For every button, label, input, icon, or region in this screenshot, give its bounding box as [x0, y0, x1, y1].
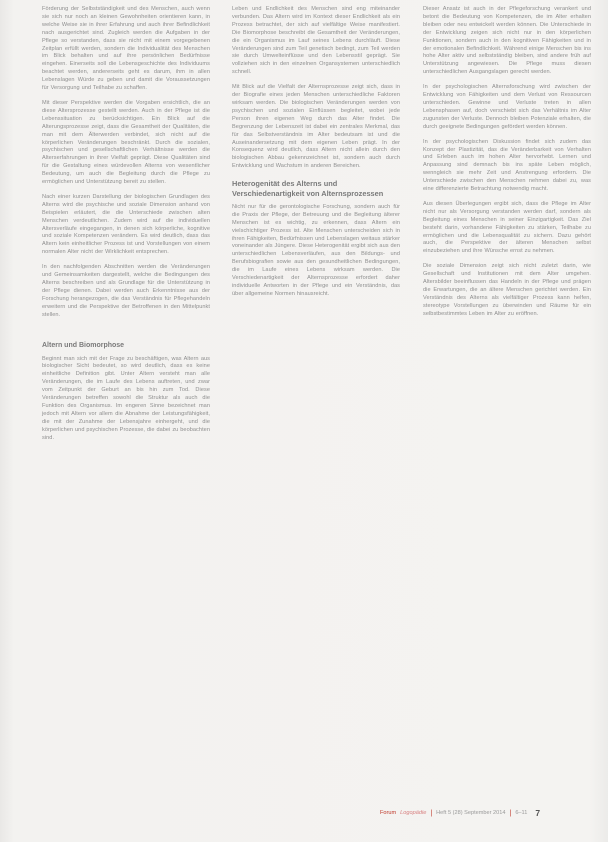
- body-paragraph: Dieser Ansatz ist auch in der Pflegeforschung verankert und betont die Bedeutung von Kompetenzen, die im Alter erhalten bleiben oder neu entwickelt werden können. Die Unterschiede in der Entwicklung zeigen sich nicht nur in den körperlichen Funktionen, sondern auch in den kognitiven Fähigkeiten und in der emotionalen Befindlichkeit. Während einige Menschen bis ins hohe Alter aktiv und selbstständig bleiben, sind andere früh auf Unterstützung angewiesen. Die Pflege muss diesen unterschiedlichen Ausgangslagen gerecht werden.: [423, 6, 591, 76]
- section-heading: Heterogenität des Alterns und Verschiedenartigkeit von Alternsprozessen: [232, 179, 384, 198]
- page-number: 7: [535, 808, 541, 818]
- body-paragraph: Mit Blick auf die Vielfalt der Alternsprozesse zeigt sich, dass in der Biografie eines jeden Menschen unterschiedliche Faktoren wirksam werden. Die biologischen Veränderungen werden von psychischen und sozialen Einflüssen begleitet, wobei jede Person ihren eigenen Weg durch das Alter findet. Die Begrenzung der Lebenszeit ist dabei ein zentrales Merkmal, das für das Selbstverständnis im Alter bedeutsam ist und die Auseinandersetzung mit dem eigenen Leben prägt. In der Konsequenz wird deutlich, dass Altern nicht allein durch den biologischen Abbau gekennzeichnet ist, sondern auch durch Entwicklung und Wachstum in anderen Bereichen.: [232, 84, 400, 170]
- body-paragraph: Förderung der Selbstständigkeit und des Menschen, auch wenn sie sich nur noch an kleinen Gewohnheiten orientieren kann, in welche Weise sie in ihrer Erfahrung und auch ihrer Befindlichkeit nach ausgerichtet sind. Zugleich werden die Aufgaben in der Pflege so verstanden, dass sie nicht mit einem vorgegebenen Zeitplan erfüllt werden, sondern die Individualität des Menschen im Blick behalten und auf ihre persönlichen Bedürfnisse eingehen. Einerseits soll die Lebensgeschichte des Individuums beachtet werden, andererseits geht es darum, ihm in allen Lebenslagen Würde zu geben und damit die Voraussetzungen für Versorgung und Teilhabe zu schaffen.: [42, 6, 210, 92]
- body-paragraph: Aus diesen Überlegungen ergibt sich, dass die Pflege im Alter nicht nur als Versorgung verstanden werden darf, sondern als Begleitung eines Menschen in seiner Einzigartigkeit. Das Ziel besteht darin, vorhandene Fähigkeiten zu stärken, Teilhabe zu ermöglichen und die Lebensqualität zu sichern. Dazu gehört auch, die Perspektive der älteren Menschen selbst einzubeziehen und ihre Wünsche ernst zu nehmen.: [423, 200, 591, 255]
- text-column-right: [423, 6, 591, 326]
- section-heading: Altern und Biomorphose: [42, 341, 125, 349]
- body-paragraph: Die soziale Dimension zeigt sich nicht zuletzt darin, wie Gesellschaft und Institutionen mit dem Alter umgehen. Altersbilder beeinflussen das Handeln in der Pflege und prägen die Erwartungen, die an ältere Menschen gerichtet werden. Ein Verständnis des Alterns als vielfältiger Prozess kann helfen, stereotype Vorstellungen zu überwinden und Räume für ein selbstbestimmtes Leben im Alter zu eröffnen.: [423, 263, 591, 317]
- journal-brand-logopaedie: Logopädie: [400, 810, 427, 816]
- body-paragraph: In den nachfolgenden Abschnitten werden die Veränderungen und Gemeinsamkeiten dargestellt, welche die Bedingungen des Alterns beschreiben und als Grundlage für die Unterstützung in der Pflege dienen. Dabei werden auch Erkenntnisse aus der Forschung herangezogen, die das Verständnis für Pflegehandeln erweitern und die Perspektive der Betroffenen in den Mittelpunkt stellen.: [42, 264, 210, 318]
- page-footer: [380, 806, 586, 820]
- body-paragraph: Mit dieser Perspektive werden die Vorgaben ersichtlich, die an diese Altersprozesse gestellt werden. Auch in der Pflege ist die Lebenssituation zu berücksichtigen. Ein Blick auf die Alterungsprozesse zeigt, dass die Gesamtheit der Qualitäten, die man mit dem Älterwerden verbindet, sich nicht auf die körperlichen Veränderungen beschränkt. Durch die sozialen, psychischen und gesellschaftlichen Verhältnisse werden die Alterserfahrungen in ihrer Vielfalt geprägt. Diese Qualitäten sind für die Gestaltung eines würdevollen Alterns von wesentlicher Bedeutung, um auch die Begleitung durch die Pflege zu ermöglichen und Unterstützung bereit zu stellen.: [42, 99, 210, 186]
- page-range: 6–11: [515, 810, 528, 816]
- section-gap: [42, 327, 210, 341]
- body-paragraph: Leben und Endlichkeit des Menschen sind eng miteinander verbunden. Das Altern wird im Kontext dieser Endlichkeit als ein Prozess betrachtet, der sich auf vielfältige Weise manifestiert. Die Biomorphose beschreibt die Gesamtheit der Veränderungen, die ein Organismus im Lauf seines Lebens durchläuft. Diese Veränderungen sind zum Teil genetisch bedingt, zum Teil werden sie durch Umwelteinflüsse und den Lebensstil geprägt. Sie vollziehen sich in den einzelnen Organsystemen unterschiedlich schnell.: [232, 6, 400, 76]
- body-paragraph: Nach einer kurzen Darstellung der biologischen Grundlagen des Alterns wird die psychische und soziale Dimension anhand von Beispielen erläutert, die die Unterschiede zwischen alten Menschen verdeutlichen. Zudem wird auf die individuellen Altersverläufe eingegangen, in denen sich körperliche, kognitive und soziale Kompetenzen verändern. Es wird deutlich, dass das Altern kein einheitlicher Prozess ist und Vorstellungen von einem normalen Alter nicht der Wirklichkeit entsprechen.: [42, 193, 210, 256]
- body-paragraph: Nicht nur für die gerontologische Forschung, sondern auch für die Praxis der Pflege, der Betreuung und die Begleitung älterer Menschen ist es wichtig, zu erkennen, dass Altern ein vielschichtiger Prozess ist. Alte Menschen unterscheiden sich in ihren Fähigkeiten, Bedürfnissen und Lebenslagen weitaus stärker voneinander als Jüngere. Diese Heterogenität ergibt sich aus den unterschiedlichen Lebensverläufen, aus den Bildungs- und Berufsbiografien sowie aus den gesundheitlichen Bedingungen, die im Laufe eines Lebens wirksam werden. Die Verschiedenartigkeit der Alternsprozesse erfordert daher individuelle Antworten in der Pflege und ein Verständnis, das über allgemeine Normen hinausreicht.: [232, 203, 400, 297]
- issue-info: Heft 5 (28) September 2014: [436, 810, 506, 816]
- text-column-left: [42, 6, 210, 450]
- journal-brand-forum: Forum: [380, 810, 397, 816]
- footer-separator: |: [430, 809, 433, 817]
- body-paragraph: Beginnt man sich mit der Frage zu beschäftigen, was Altern aus biologischer Sicht bedeutet, so wird deutlich, dass es keine einheitliche Definition gibt. Unter Altern versteht man alle Veränderungen, die im Laufe des Lebens auftreten, und zwar vom Zeitpunkt der Geburt an bis hin zum Tod. Diese Veränderungen betreffen sowohl die Struktur als auch die Funktion des Organismus. Im engeren Sinne bezeichnet man jedoch mit Altern vor allem die Abnahme der Leistungsfähigkeit, die mit der Zunahme der Lebensjahre einhergeht, und die körperlichen und psychischen Prozesse, die dabei zu beobachten sind.: [42, 355, 210, 441]
- footer-separator: |: [509, 809, 512, 817]
- body-paragraph: In der psychologischen Alternsforschung wird zwischen der Entwicklung von Fähigkeiten und dem Verlust von Ressourcen unterschieden. Gewinne und Verluste treten in allen Lebensphasen auf, doch verschiebt sich das Verhältnis im Alter zugunsten der Verluste. Dennoch bleiben Potenziale erhalten, die durch geeignete Bedingungen gefördert werden können.: [423, 84, 591, 130]
- text-column-middle: [232, 6, 400, 306]
- body-paragraph: In der psychologischen Diskussion findet sich zudem das Konzept der Plastizität, das die Veränderbarkeit von Verhalten und Erleben auch im hohen Alter hervorhebt. Lernen und Anpassung sind demnach bis ins späte Leben möglich, wenngleich sie mehr Zeit und Anstrengung erfordern. Die Unterschiede zwischen den Menschen nehmen dabei zu, was eine differenzierte Betrachtung notwendig macht.: [423, 138, 591, 193]
